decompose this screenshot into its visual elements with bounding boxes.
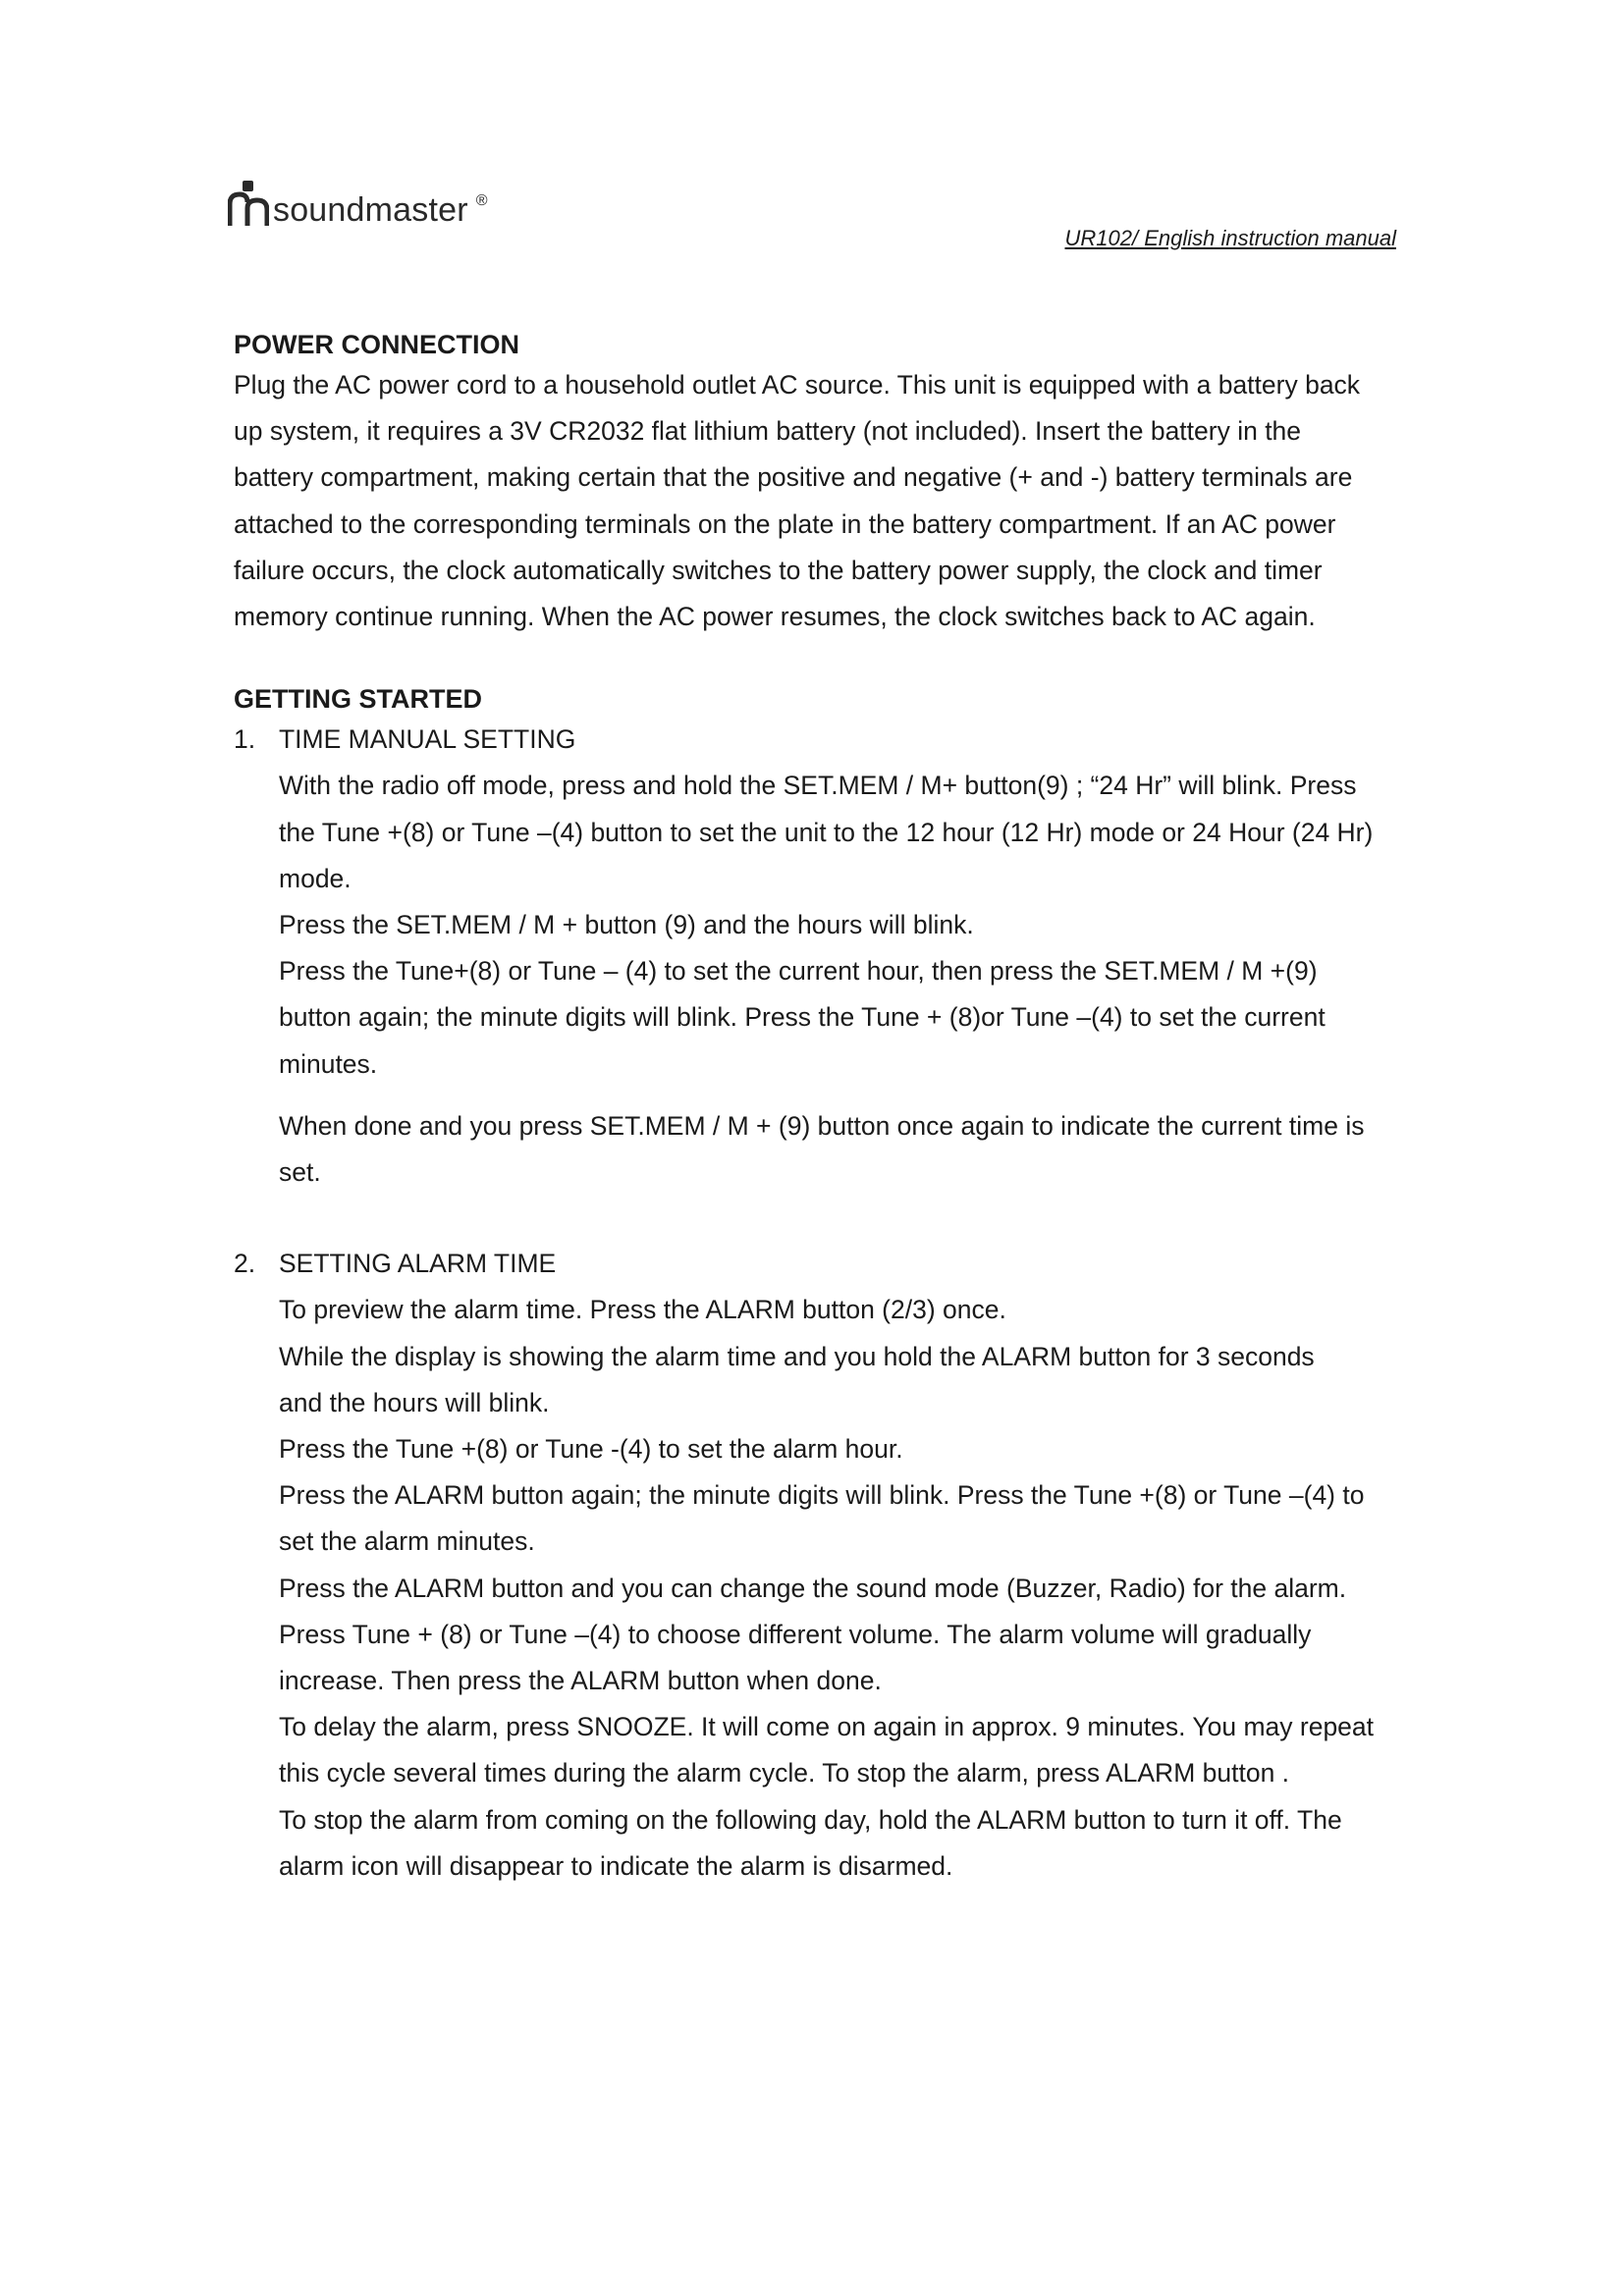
soundmaster-logo-icon [228, 179, 269, 228]
text-line: When done and you press SET.MEM / M + (9) button once again to indicate the current time is [279, 1110, 1365, 1141]
text-line: Press the Tune +(8) or Tune -(4) to set the alarm hour. [279, 1434, 903, 1465]
manual-reference: UR102/ English instruction manual [1064, 226, 1396, 250]
text-line: mode. [279, 863, 352, 893]
text-line: minutes. [279, 1048, 378, 1079]
time-setting-steps [279, 763, 1441, 1196]
text-line: To preview the alarm time. Press the ALARM button (2/3) once. [279, 1295, 1006, 1325]
power-paragraph [234, 362, 1441, 640]
list-title: TIME MANUAL SETTING [279, 724, 576, 755]
text-line: this cycle several times during the alarm cycle. To stop the alarm, press ALARM button . [279, 1758, 1290, 1789]
registered-mark: ® [475, 192, 488, 209]
brand-name: soundmaster [273, 191, 468, 229]
text-line: To delay the alarm, press SNOOZE. It will come on again in approx. 9 minutes. You may repeat [279, 1712, 1375, 1742]
list-number: 1. [234, 724, 256, 755]
text-line: While the display is showing the alarm time and you hold the ALARM button for 3 seconds [279, 1341, 1315, 1371]
text-line: set. [279, 1157, 321, 1188]
text-line: up system, it requires a 3V CR2032 flat lithium battery (not included). Insert the battery in the [234, 416, 1302, 447]
list-item-2-title [234, 1241, 1441, 1287]
section-heading-power: POWER CONNECTION [234, 330, 520, 359]
text-line: failure occurs, the clock automatically switches to the battery power supply, the clock and timer [234, 555, 1323, 585]
text-line: Plug the AC power cord to a household outlet AC source. This unit is equipped with a battery back [234, 370, 1361, 400]
text-line: Press the Tune+(8) or Tune – (4) to set the current hour, then press the SET.MEM / M +(9) [279, 956, 1318, 987]
text-line: button again; the minute digits will blink. Press the Tune + (8)or Tune –(4) to set the current [279, 1002, 1326, 1033]
text-line: Press Tune + (8) or Tune –(4) to choose different volume. The alarm volume will gradually [279, 1619, 1312, 1649]
text-line: attached to the corresponding terminals on the plate in the battery compartment. If an AC power [234, 508, 1336, 539]
text-line: Press the ALARM button and you can change the sound mode (Buzzer, Radio) for the alarm. [279, 1573, 1347, 1603]
text-line: increase. Then press the ALARM button when done. [279, 1666, 882, 1696]
list-item-1-title [234, 717, 1441, 763]
text-line: and the hours will blink. [279, 1387, 550, 1417]
text-line: Press the ALARM button again; the minute digits will blink. Press the Tune +(8) or Tune –(4) to [279, 1480, 1365, 1511]
alarm-setting-steps [279, 1287, 1441, 1890]
text-line: Press the SET.MEM / M + button (9) and the hours will blink. [279, 910, 974, 940]
text-line: battery compartment, making certain that the positive and negative (+ and -) battery terminals are [234, 462, 1353, 493]
text-line: memory continue running. When the AC power resumes, the clock switches back to AC again. [234, 602, 1316, 632]
text-line: With the radio off mode, press and hold the SET.MEM / M+ button(9) ; “24 Hr” will blink. Press [279, 771, 1357, 801]
text-line: set the alarm minutes. [279, 1526, 535, 1557]
section-heading-getting-started: GETTING STARTED [234, 684, 482, 715]
brand-logo [228, 177, 488, 228]
document-body [234, 327, 1441, 1890]
text-line: To stop the alarm from coming on the following day, hold the ALARM button to turn it off. The [279, 1804, 1342, 1835]
text-line: the Tune +(8) or Tune –(4) button to set the unit to the 12 hour (12 Hr) mode or 24 Hour (24 Hr) [279, 817, 1374, 847]
list-title: SETTING ALARM TIME [279, 1249, 557, 1279]
text-line: alarm icon will disappear to indicate the alarm is disarmed. [279, 1850, 953, 1881]
list-number: 2. [234, 1249, 256, 1279]
